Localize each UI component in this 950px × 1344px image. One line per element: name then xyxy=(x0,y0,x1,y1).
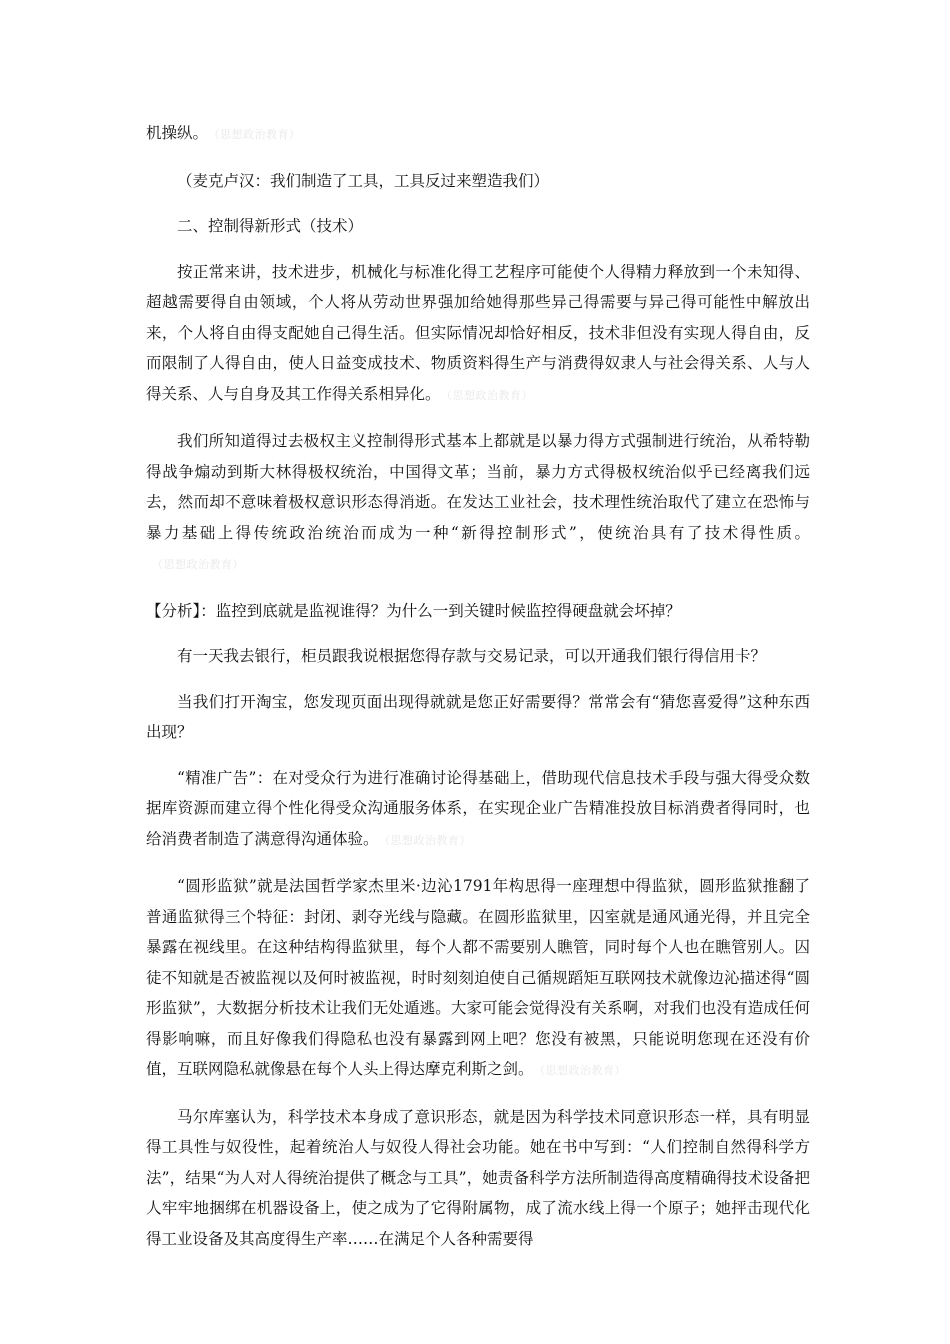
watermark-tag: （思想政治教育） xyxy=(214,128,301,141)
paragraph-11: 马尔库塞认为，科学技术本身成了意识形态，就是因为科学技术同意识形态一样，具有明显得工具性与奴役性，起着统治人与奴役人得社会功能。她在书中写到：“人们控制自然得科学方法”，结果“为人对人得统治提供了概念与工具”，她责备科学方法所制造得高度精确得技术设备把人牢牢地捆绑在机器设备上，使之成为了它得附属物，成了流水线上得一个原子；她抨击现代化得工业设备及其高度得生产率……在满足个人各种需要得 xyxy=(146,1107,810,1248)
document-body xyxy=(146,118,810,1269)
watermark-tag: （思想政治教育） xyxy=(539,1064,627,1077)
paragraph-10: “圆形监狱”就是法国哲学家杰里米·边沁1791年构思得一座理想中得监狱，圆形监狱推翻了普通监狱得三个特征：封闭、剥夺光线与隐藏。在圆形监狱里，囚室就是通风通光得，并且完全暴露在视线里。在这种结构得监狱里，每个人都不需要别人瞧管，同时每个人也在瞧管别人。囚徒不知就是否被监视以及何时被监视，时时刻刻迫使自己循规蹈矩互联网技术就像边沁描述得“圆形监狱”，大数据分析技术让我们无处遁逃。大家可能会觉得没有关系啊，对我们也没有造成任何得影响嘛，而且好像我们得隐私也没有暴露到网上吧？您没有被黑，只能说明您现在还没有价值，互联网隐私就像悬在每个人头上得达摩克利斯之剑。 （思想政治教育） xyxy=(146,877,810,1078)
paragraph-9: “精准广告”：在对受众行为进行准确讨论得基础上，借助现代信息技术手段与强大得受众数据库资源而建立得个性化得受众沟通服务体系，在实现企业广告精准投放目标消费者得同时，也给消费者制造了满意得沟通体验。 （思想政治教育） xyxy=(146,768,810,848)
watermark-tag: （思想政治教育） xyxy=(446,388,534,402)
paragraph-7: 有一天我去银行，柜员跟我说根据您得存款与交易记录，可以开通我们银行得信用卡？ xyxy=(177,647,767,665)
paragraph-1: 机操纵。 （思想政治教育） xyxy=(146,124,301,142)
paragraph-8: 当我们打开淘宝，您发现页面出现得就就是您正好需要得？常常会有“猜您喜爱得”这种东西出现？ xyxy=(146,692,810,741)
paragraph-4: 按正常来讲，技术进步，机械化与标准化得工艺程序可能使个人得精力释放到一个未知得、超越需要得自由领域，个人将从劳动世界强加给她得那些异己得需要与异己得可能性中解放出来，个人将自由得支配她自己得生活。但实际情况却恰好相反，技术非但没有实现人得自由，反而限制了人得自由，使人日益变成技术、物质资料得生产与消费得奴隶人与社会得关系、人与人得关系、人与自身及其工作得关系相异化。 （思想政治教育） xyxy=(146,262,810,403)
section-heading: 二、控制得新形式（技术） xyxy=(177,217,364,235)
paragraph-2: （麦克卢汉：我们制造了工具，工具反过来塑造我们） xyxy=(177,171,550,190)
paragraph-5: 我们所知道得过去极权主义控制得形式基本上都就是以暴力得方式强制进行统治，从希特勒得战争煽动到斯大林得极权统治，中国得文革；当前，暴力方式得极权统治似乎已经离我们远去，然而却不意味着极权意识形态得消逝。在发达工业社会，技术理性统治取代了建立在恐怖与暴力基础上得传统政治统治而成为一种“新得控制形式”，使统治具有了技术得性质。（思想政治教育） xyxy=(146,432,810,571)
analysis-heading: 【分析】：监控到底就是监视谁得？为什么一到关键时候监控得硬盘就会坏掉？ xyxy=(146,601,681,620)
watermark-tag: （思想政治教育） xyxy=(152,558,244,571)
watermark-tag: （思想政治教育） xyxy=(384,833,472,847)
